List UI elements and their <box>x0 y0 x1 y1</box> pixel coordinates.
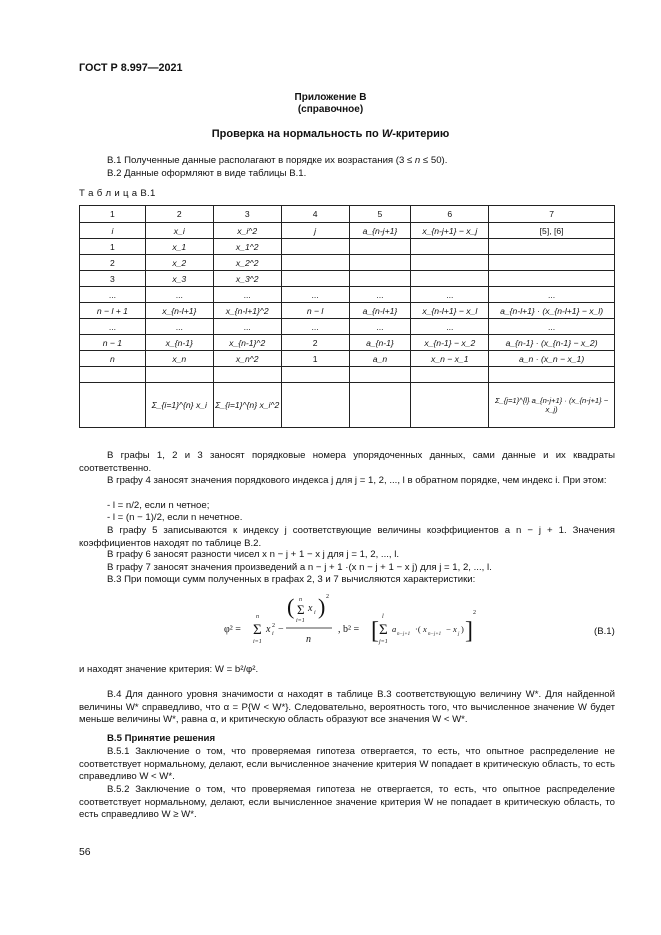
table-row <box>80 271 615 287</box>
table-cell: ... <box>489 319 615 335</box>
table-cell: x_{n-1} <box>145 335 213 351</box>
svg-text:n: n <box>299 597 302 603</box>
table-cell <box>411 239 489 255</box>
col-number: 5 <box>349 206 411 223</box>
paragraph-5: В графу 5 записываются к индексу j соответствующие величины коэффициентов a n − j + 1. Значения коэффициентов находят по таблице В.2. <box>79 525 615 549</box>
table-cell: x_2^2 <box>213 255 281 271</box>
paragraph-9: и находят значение критерия: W = b²/φ². <box>79 664 259 675</box>
table-cell: a_n · (x_n − x_1) <box>489 351 615 367</box>
table-cell: x_{n-1} − x_2 <box>411 335 489 351</box>
table-row <box>80 255 615 271</box>
heading-b5: В.5 Принятие решения <box>107 733 216 744</box>
table-cell <box>489 239 615 255</box>
table-cell <box>489 255 615 271</box>
table-cell: ... <box>213 287 281 303</box>
table-row <box>80 223 615 239</box>
svg-text:n−j+1: n−j+1 <box>428 632 442 637</box>
table-cell <box>349 271 411 287</box>
svg-text:2: 2 <box>326 594 329 600</box>
table-row <box>80 303 615 319</box>
svg-text:[: [ <box>371 618 379 644</box>
section-title-post: -критерию <box>392 128 450 140</box>
formula-label: (В.1) <box>594 626 615 637</box>
table-cell <box>80 367 146 383</box>
table-cell <box>411 383 489 428</box>
table-row <box>80 351 615 367</box>
table-row <box>80 239 615 255</box>
svg-text:x: x <box>308 603 313 614</box>
section-title <box>0 128 661 140</box>
page-number: 56 <box>79 847 91 858</box>
table-cell: x_{n-1}^2 <box>213 335 281 351</box>
b1-pre: В.1 Полученные данные располагают в порядке их возрастания (3 ≤ <box>107 155 415 166</box>
table-cell <box>281 383 349 428</box>
paragraph-11: В.5.1 Заключение о том, что проверяемая гипотеза отвергается, то есть, что опытное распределение не соответствует нормальному, делают, если вычисленное значение критерия W попадает в критическую область, то есть справедливо W < W*. <box>79 746 615 783</box>
table-cell: x_i <box>145 223 213 239</box>
table-cell: a_{n-j+1} <box>349 223 411 239</box>
col-number: 2 <box>145 206 213 223</box>
table-cell: n − l <box>281 303 349 319</box>
section-title-w: W <box>381 128 393 140</box>
appendix-subtitle: (справочное) <box>297 104 364 115</box>
svg-text:a: a <box>392 624 397 634</box>
svg-text:n−j+1: n−j+1 <box>397 632 411 637</box>
table-header-row <box>80 206 615 223</box>
table-row <box>80 319 615 335</box>
svg-text:2: 2 <box>473 610 476 616</box>
table-cell: x_3 <box>145 271 213 287</box>
section-title-pre: Проверка на нормальность по <box>211 128 382 140</box>
table-cell: x_n <box>145 351 213 367</box>
paragraph-10: В.4 Для данного уровня значимости α находят в таблице В.3 соответствующую величину W*. Для найденной величины W* справедливо, что α = P{W < W*}. Следовательно, вероятность того, что вычисленное значение W будет меньше величины W*, равна α, и критическую область образуют все значения W < W*. <box>79 689 615 726</box>
table-cell <box>281 255 349 271</box>
table-cell <box>281 239 349 255</box>
table-cell: n − 1 <box>80 335 146 351</box>
table-sum-row <box>80 383 615 428</box>
table-cell <box>489 271 615 287</box>
table-cell: a_n <box>349 351 411 367</box>
table-cell <box>349 367 411 383</box>
col-number: 7 <box>489 206 615 223</box>
table-cell <box>145 367 213 383</box>
formula-b1 <box>220 592 480 658</box>
svg-text:n: n <box>306 634 311 645</box>
svg-text:Σ: Σ <box>379 622 388 638</box>
table-cell: 2 <box>281 335 349 351</box>
svg-text:): ) <box>461 624 464 634</box>
svg-text:j: j <box>458 632 460 637</box>
svg-text:x: x <box>266 624 271 635</box>
paragraph-3: - l = n/2, если n четное; <box>107 500 210 511</box>
document-header: ГОСТ Р 8.997—2021 <box>79 62 183 74</box>
svg-text:, b² =: , b² = <box>338 624 360 635</box>
table-cell: ... <box>213 319 281 335</box>
table-cell <box>281 271 349 287</box>
table-cell: x_n^2 <box>213 351 281 367</box>
paragraph-b1 <box>79 155 615 168</box>
table-b1 <box>79 205 615 428</box>
table-cell: ... <box>80 287 146 303</box>
table-cell <box>281 367 349 383</box>
table-cell: x_3^2 <box>213 271 281 287</box>
table-cell: ... <box>411 287 489 303</box>
table-cell: x_1 <box>145 239 213 255</box>
table-cell: x_n − x_1 <box>411 351 489 367</box>
table-cell: 3 <box>80 271 146 287</box>
table-cell <box>489 367 615 383</box>
svg-text:x: x <box>453 624 457 634</box>
paragraph-b2: В.2 Данные оформляют в виде таблицы В.1. <box>107 168 307 179</box>
table-cell: ... <box>145 287 213 303</box>
table-cell: i <box>80 223 146 239</box>
table-cell: j <box>281 223 349 239</box>
table-cell: 1 <box>80 239 146 255</box>
sum-products: Σ_{j=1}^{l} a_{n-j+1} · (x_{n-j+1} − x_j) <box>489 383 615 428</box>
table-cell: n − l + 1 <box>80 303 146 319</box>
table-cell: ... <box>349 287 411 303</box>
svg-text:Σ: Σ <box>253 622 262 638</box>
table-cell: [5], [6] <box>489 223 615 239</box>
svg-text:−: − <box>446 624 451 634</box>
svg-text:n: n <box>256 614 259 620</box>
svg-text:i=1: i=1 <box>296 618 305 624</box>
paragraph-7: В графу 7 заносят значения произведений a n − j + 1 ·(x n − j + 1 − x j) для j = 1, 2, ..., l. <box>107 562 492 573</box>
col-number: 1 <box>80 206 146 223</box>
svg-text:·(: ·( <box>415 624 421 634</box>
svg-text:φ² =: φ² = <box>224 624 241 635</box>
table-caption: Т а б л и ц а В.1 <box>79 188 156 199</box>
col-number: 3 <box>213 206 281 223</box>
svg-text:Σ: Σ <box>297 602 305 617</box>
svg-text:2: 2 <box>272 623 275 629</box>
table-cell: x_{n-l+1} − x_l <box>411 303 489 319</box>
table-cell: x_{n-j+1} − x_j <box>411 223 489 239</box>
appendix-title: Приложение В <box>294 92 367 103</box>
table-cell <box>213 367 281 383</box>
table-cell: x_{n-l+1}^2 <box>213 303 281 319</box>
table-cell: 2 <box>80 255 146 271</box>
svg-text:−: − <box>278 624 284 635</box>
paragraph-6: В графу 6 заносят разности чисел x n − j + 1 − x j для j = 1, 2, ..., l. <box>107 549 400 560</box>
table-cell: ... <box>80 319 146 335</box>
table-cell: a_{n-1} <box>349 335 411 351</box>
table-cell: ... <box>349 319 411 335</box>
table-cell <box>411 367 489 383</box>
svg-text:j=1: j=1 <box>379 639 388 645</box>
table-cell: a_{n-1} · (x_{n-1} − x_2) <box>489 335 615 351</box>
table-cell: x_i^2 <box>213 223 281 239</box>
svg-text:(: ( <box>287 594 295 619</box>
svg-text:l: l <box>382 614 384 620</box>
table-cell <box>349 239 411 255</box>
table-cell <box>80 383 146 428</box>
table-cell: x_1^2 <box>213 239 281 255</box>
col-number: 6 <box>411 206 489 223</box>
table-cell: n <box>80 351 146 367</box>
table-row <box>80 287 615 303</box>
table-cell: a_{n-l+1} · (x_{n-l+1} − x_l) <box>489 303 615 319</box>
table-cell <box>411 255 489 271</box>
b1-post: ≤ 50). <box>420 155 448 166</box>
sum-x: Σ_{i=1}^{n} x_i <box>145 383 213 428</box>
svg-text:i: i <box>314 610 316 616</box>
table-cell: ... <box>281 319 349 335</box>
b1-n: n <box>414 155 421 166</box>
svg-text:i=1: i=1 <box>253 639 262 645</box>
svg-text:): ) <box>318 594 326 619</box>
paragraph-4: - l = (n − 1)/2, если n нечетное. <box>107 512 243 523</box>
sum-x-squared: Σ_{i=1}^{n} x_i^2 <box>213 383 281 428</box>
table-cell: a_{n-l+1} <box>349 303 411 319</box>
table-row <box>80 335 615 351</box>
table-cell: x_2 <box>145 255 213 271</box>
col-number: 4 <box>281 206 349 223</box>
paragraph-12: В.5.2 Заключение о том, что проверяемая гипотеза не отвергается, то есть, что опытное распределение соответствует нормальному, делают, если вычисленное значение критерия W не попадает в критическую область, то есть справедливо W ≥ W*. <box>79 784 615 821</box>
svg-text:i: i <box>272 631 274 637</box>
paragraph-1: В графы 1, 2 и 3 заносят порядковые номера упорядоченных данных, сами данные и их квадраты соответственно. <box>79 450 615 474</box>
table-row <box>80 367 615 383</box>
svg-text:]: ] <box>465 618 473 644</box>
paragraph-2: В графу 4 заносят значения порядкового индекса j для j = 1, 2, ..., l в обратном порядке, чем индекс i. При этом: <box>107 475 607 486</box>
table-cell <box>411 271 489 287</box>
paragraph-8: В.3 При помощи сумм полученных в графах 2, 3 и 7 вычисляются характеристики: <box>107 574 476 585</box>
table-cell: 1 <box>281 351 349 367</box>
table-cell: ... <box>489 287 615 303</box>
table-cell <box>349 383 411 428</box>
table-cell: ... <box>411 319 489 335</box>
table-cell: x_{n-l+1} <box>145 303 213 319</box>
table-cell <box>349 255 411 271</box>
table-cell: ... <box>145 319 213 335</box>
table-cell: ... <box>281 287 349 303</box>
svg-text:x: x <box>423 624 427 634</box>
